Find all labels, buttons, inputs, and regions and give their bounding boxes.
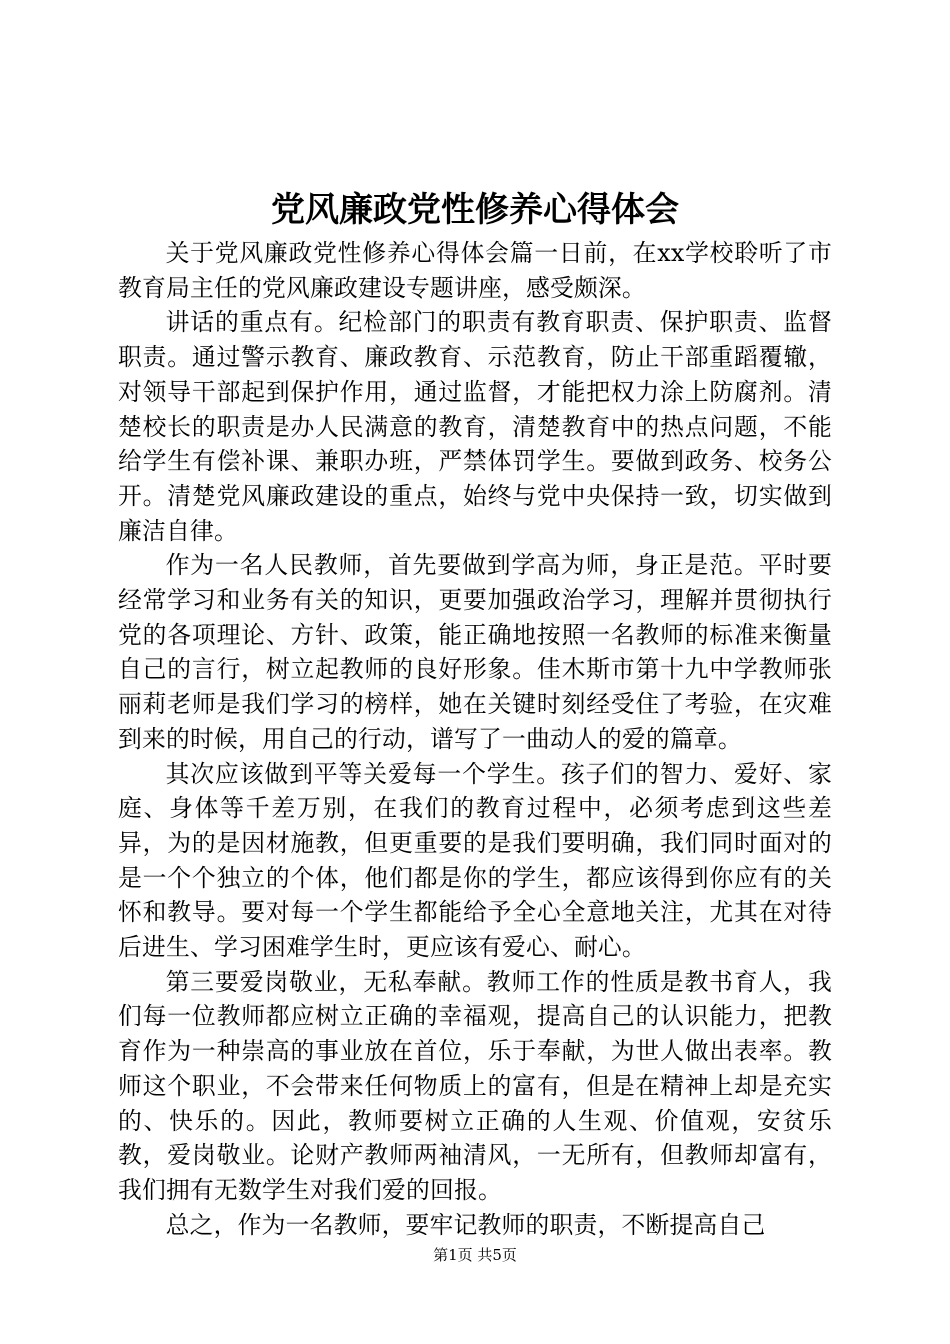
paragraph-3: 作为一名人民教师，首先要做到学高为师，身正是范。平时要经常学习和业务有关的知识，更要加强政治学习，理解并贯彻执行党的各项理论、方针、政策，能正确地按照一名教师的标准来衡量自己的言行，树立起教师的良好形象。佳木斯市第十九中学教师张丽莉老师是我们学习的榜样，她在关键时刻经受住了考验，在灾难到来的时候，用自己的行动，谱写了一曲动人的爱的篇章。 xyxy=(118,551,832,753)
paragraph-4: 其次应该做到平等关爱每一个学生。孩子们的智力、爱好、家庭、身体等千差万别，在我们的教育过程中，必须考虑到这些差异，为的是因材施教，但更重要的是我们要明确，我们同时面对的是一个个独立的个体，他们都是你的学生，都应该得到你应有的关怀和教导。要对每一个学生都能给予全心全意地关注，尤其在对待后进生、学习困难学生时，更应该有爱心、耐心。 xyxy=(118,759,832,962)
document-body xyxy=(118,236,832,1242)
paragraph-6: 总之，作为一名教师，要牢记教师的职责，不断提高自己 xyxy=(165,1210,766,1239)
paragraph-2: 讲话的重点有。纪检部门的职责有教育职责、保护职责、监督职责。通过警示教育、廉政教育、示范教育，防止干部重蹈覆辙，对领导干部起到保护作用，通过监督，才能把权力涂上防腐剂。清楚校长的职责是办人民满意的教育，清楚教育中的热点问题，不能给学生有偿补课、兼职办班，严禁体罚学生。要做到政务、校务公开。清楚党风廉政建设的重点，始终与党中央保持一致，切实做到廉洁自律。 xyxy=(118,308,832,545)
paragraph-1: 关于党风廉政党性修养心得体会篇一日前，在xx学校聆听了市教育局主任的党风廉政建设专题讲座，感受颇深。 xyxy=(118,239,832,302)
document-title: 党风廉政党性修养心得体会 xyxy=(271,190,679,230)
page-footer: 第1页 共5页 xyxy=(433,1246,517,1264)
paragraph-5: 第三要爱岗敬业，无私奉献。教师工作的性质是教书育人，我们每一位教师都应树立正确的幸福观，提高自己的认识能力，把教育作为一种崇高的事业放在首位，乐于奉献，为世人做出表率。教师这个职业，不会带来任何物质上的富有，但是在精神上却是充实的、快乐的。因此，教师要树立正确的人生观、价值观，安贫乐教，爱岗敬业。论财产教师两袖清风，一无所有，但教师却富有，我们拥有无数学生对我们爱的回报。 xyxy=(118,967,832,1204)
